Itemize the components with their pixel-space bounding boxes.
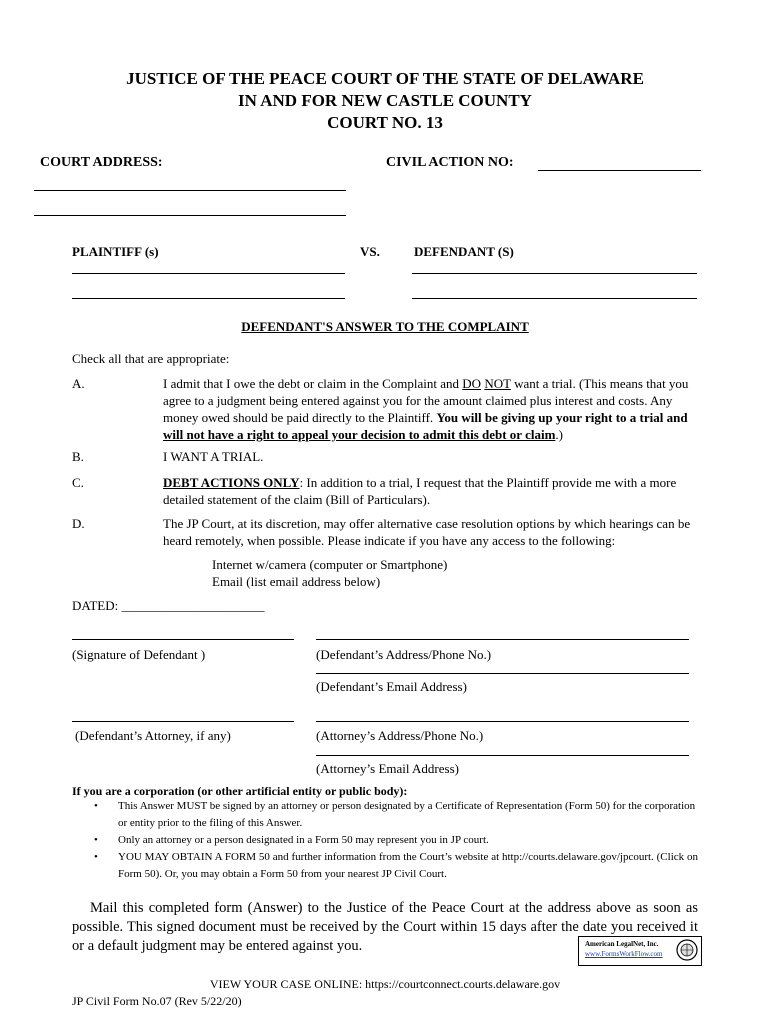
plaintiff-label: PLAINTIFF (s) xyxy=(72,244,159,259)
option-a-warning-underlined: will not have a right to appeal your decision to admit this debt or claim xyxy=(163,427,556,442)
attorney-email-line[interactable] xyxy=(316,755,689,756)
option-a-end: .) xyxy=(555,427,564,442)
option-a-text[interactable] xyxy=(163,375,703,443)
defendant-label: DEFENDANT (S) xyxy=(414,244,514,259)
option-c-bold: DEBT ACTIONS ONLY xyxy=(163,475,300,490)
civil-action-label: CIVIL ACTION NO: xyxy=(386,155,514,170)
logo-line1: American LegalNet, Inc. xyxy=(585,940,659,948)
dated-field[interactable]: DATED: ______________________ xyxy=(72,598,265,613)
option-a-text-part: I admit that I owe the debt or claim in the Complaint and xyxy=(163,376,463,391)
option-d-internet[interactable]: Internet w/camera (computer or Smartphone) xyxy=(212,557,448,572)
court-address-field-1[interactable] xyxy=(34,190,346,191)
american-legalnet-logo xyxy=(578,936,702,966)
mail-instruction: Mail this completed form (Answer) to the Justice of the Peace Court at the address above as soon as possible. This signed document must be received by the Court within 15 days after the date you received it or a default judgment may be entered against you. xyxy=(72,900,698,954)
vs-label: VS. xyxy=(360,244,380,259)
attorney-signature-line[interactable] xyxy=(72,721,294,722)
option-a-letter: A. xyxy=(72,376,85,391)
plaintiff-field-2[interactable] xyxy=(72,298,345,299)
court-address-label: COURT ADDRESS: xyxy=(40,155,163,170)
option-a-warning: You will be giving up your right to a trial and xyxy=(436,410,688,425)
defendant-field-1[interactable] xyxy=(412,273,697,274)
court-title-line1: JUSTICE OF THE PEACE COURT OF THE STATE OF DELAWARE xyxy=(126,69,644,88)
check-instruction: Check all that are appropriate: xyxy=(72,351,230,366)
court-address-field-2[interactable] xyxy=(34,215,346,216)
defendant-signature-line[interactable] xyxy=(72,639,294,640)
attorney-address-label: (Attorney’s Address/Phone No.) xyxy=(316,728,484,743)
form-title: DEFENDANT'S ANSWER TO THE COMPLAINT xyxy=(241,319,529,334)
bullet-icon: • xyxy=(94,800,98,812)
view-case-online: VIEW YOUR CASE ONLINE: https://courtconnect.courts.delaware.gov xyxy=(209,977,561,991)
civil-action-field[interactable] xyxy=(538,170,701,171)
bullet-text: YOU MAY OBTAIN A FORM 50 and further information from the Court’s website at http://courts.delaware.gov/jpcourt. (Click on Form 50). Or, you may obtain a Form 50 from your nearest JP Civil Court. xyxy=(118,851,698,880)
court-title-line2: IN AND FOR NEW CASTLE COUNTY xyxy=(238,91,532,110)
bullet-icon: • xyxy=(94,834,98,846)
court-title-line3: COURT NO. 13 xyxy=(327,113,443,132)
option-a-do: DO xyxy=(462,376,482,391)
option-c-body: : In addition to a trial, I request that the Plaintiff provide me with a more detailed statement of the claim (Bill of Particulars). xyxy=(163,475,677,507)
bullet-text: Only an attorney or a person designated in a Form 50 may represent you in JP court. xyxy=(118,834,489,846)
option-a-text-part2: want a trial. (This means that you agree to a judgment being entered against you for the amount claimed plus interest and costs. Any money owed should be paid directly to the Plaintiff. xyxy=(163,376,689,425)
bullet-item xyxy=(72,849,698,883)
attorney-address-line[interactable] xyxy=(316,721,689,722)
defendant-address-line[interactable] xyxy=(316,639,689,640)
defendant-email-line[interactable] xyxy=(316,673,689,674)
option-c-text[interactable] xyxy=(163,474,693,508)
option-d-letter: D. xyxy=(72,516,85,531)
form-number: JP Civil Form No.07 (Rev 5/22/20) xyxy=(72,994,242,1008)
option-b-text[interactable]: I WANT A TRIAL. xyxy=(163,449,264,464)
globe-icon xyxy=(675,938,699,962)
bullet-text: This Answer MUST be signed by an attorney or person designated by a Certificate of Representation (Form 50) for the corporation or entity prior to the filing of this Answer. xyxy=(118,800,696,829)
corporation-heading: If you are a corporation (or other artificial entity or public body): xyxy=(72,784,408,798)
option-c-letter: C. xyxy=(72,475,84,490)
bullet-item xyxy=(72,798,698,832)
option-d-text[interactable]: The JP Court, at its discretion, may offer alternative case resolution options by which hearings can be heard remotely, when possible. Please indicate if you have any access to the following: xyxy=(163,516,691,548)
option-a-not: NOT xyxy=(484,376,511,391)
corporation-bullets xyxy=(72,798,698,883)
attorney-email-label: (Attorney’s Email Address) xyxy=(316,761,459,776)
bullet-icon: • xyxy=(94,851,98,863)
option-d-email[interactable]: Email (list email address below) xyxy=(212,574,381,589)
option-b-letter: B. xyxy=(72,449,84,464)
defendant-email-label: (Defendant’s Email Address) xyxy=(316,679,467,694)
attorney-label: (Defendant’s Attorney, if any) xyxy=(75,728,231,743)
bullet-item xyxy=(72,832,698,849)
defendant-field-2[interactable] xyxy=(412,298,697,299)
defendant-signature-label: (Signature of Defendant ) xyxy=(72,647,206,662)
plaintiff-field-1[interactable] xyxy=(72,273,345,274)
logo-line2[interactable]: www.FormsWorkFlow.com xyxy=(585,950,663,958)
defendant-address-label: (Defendant’s Address/Phone No.) xyxy=(316,647,492,662)
